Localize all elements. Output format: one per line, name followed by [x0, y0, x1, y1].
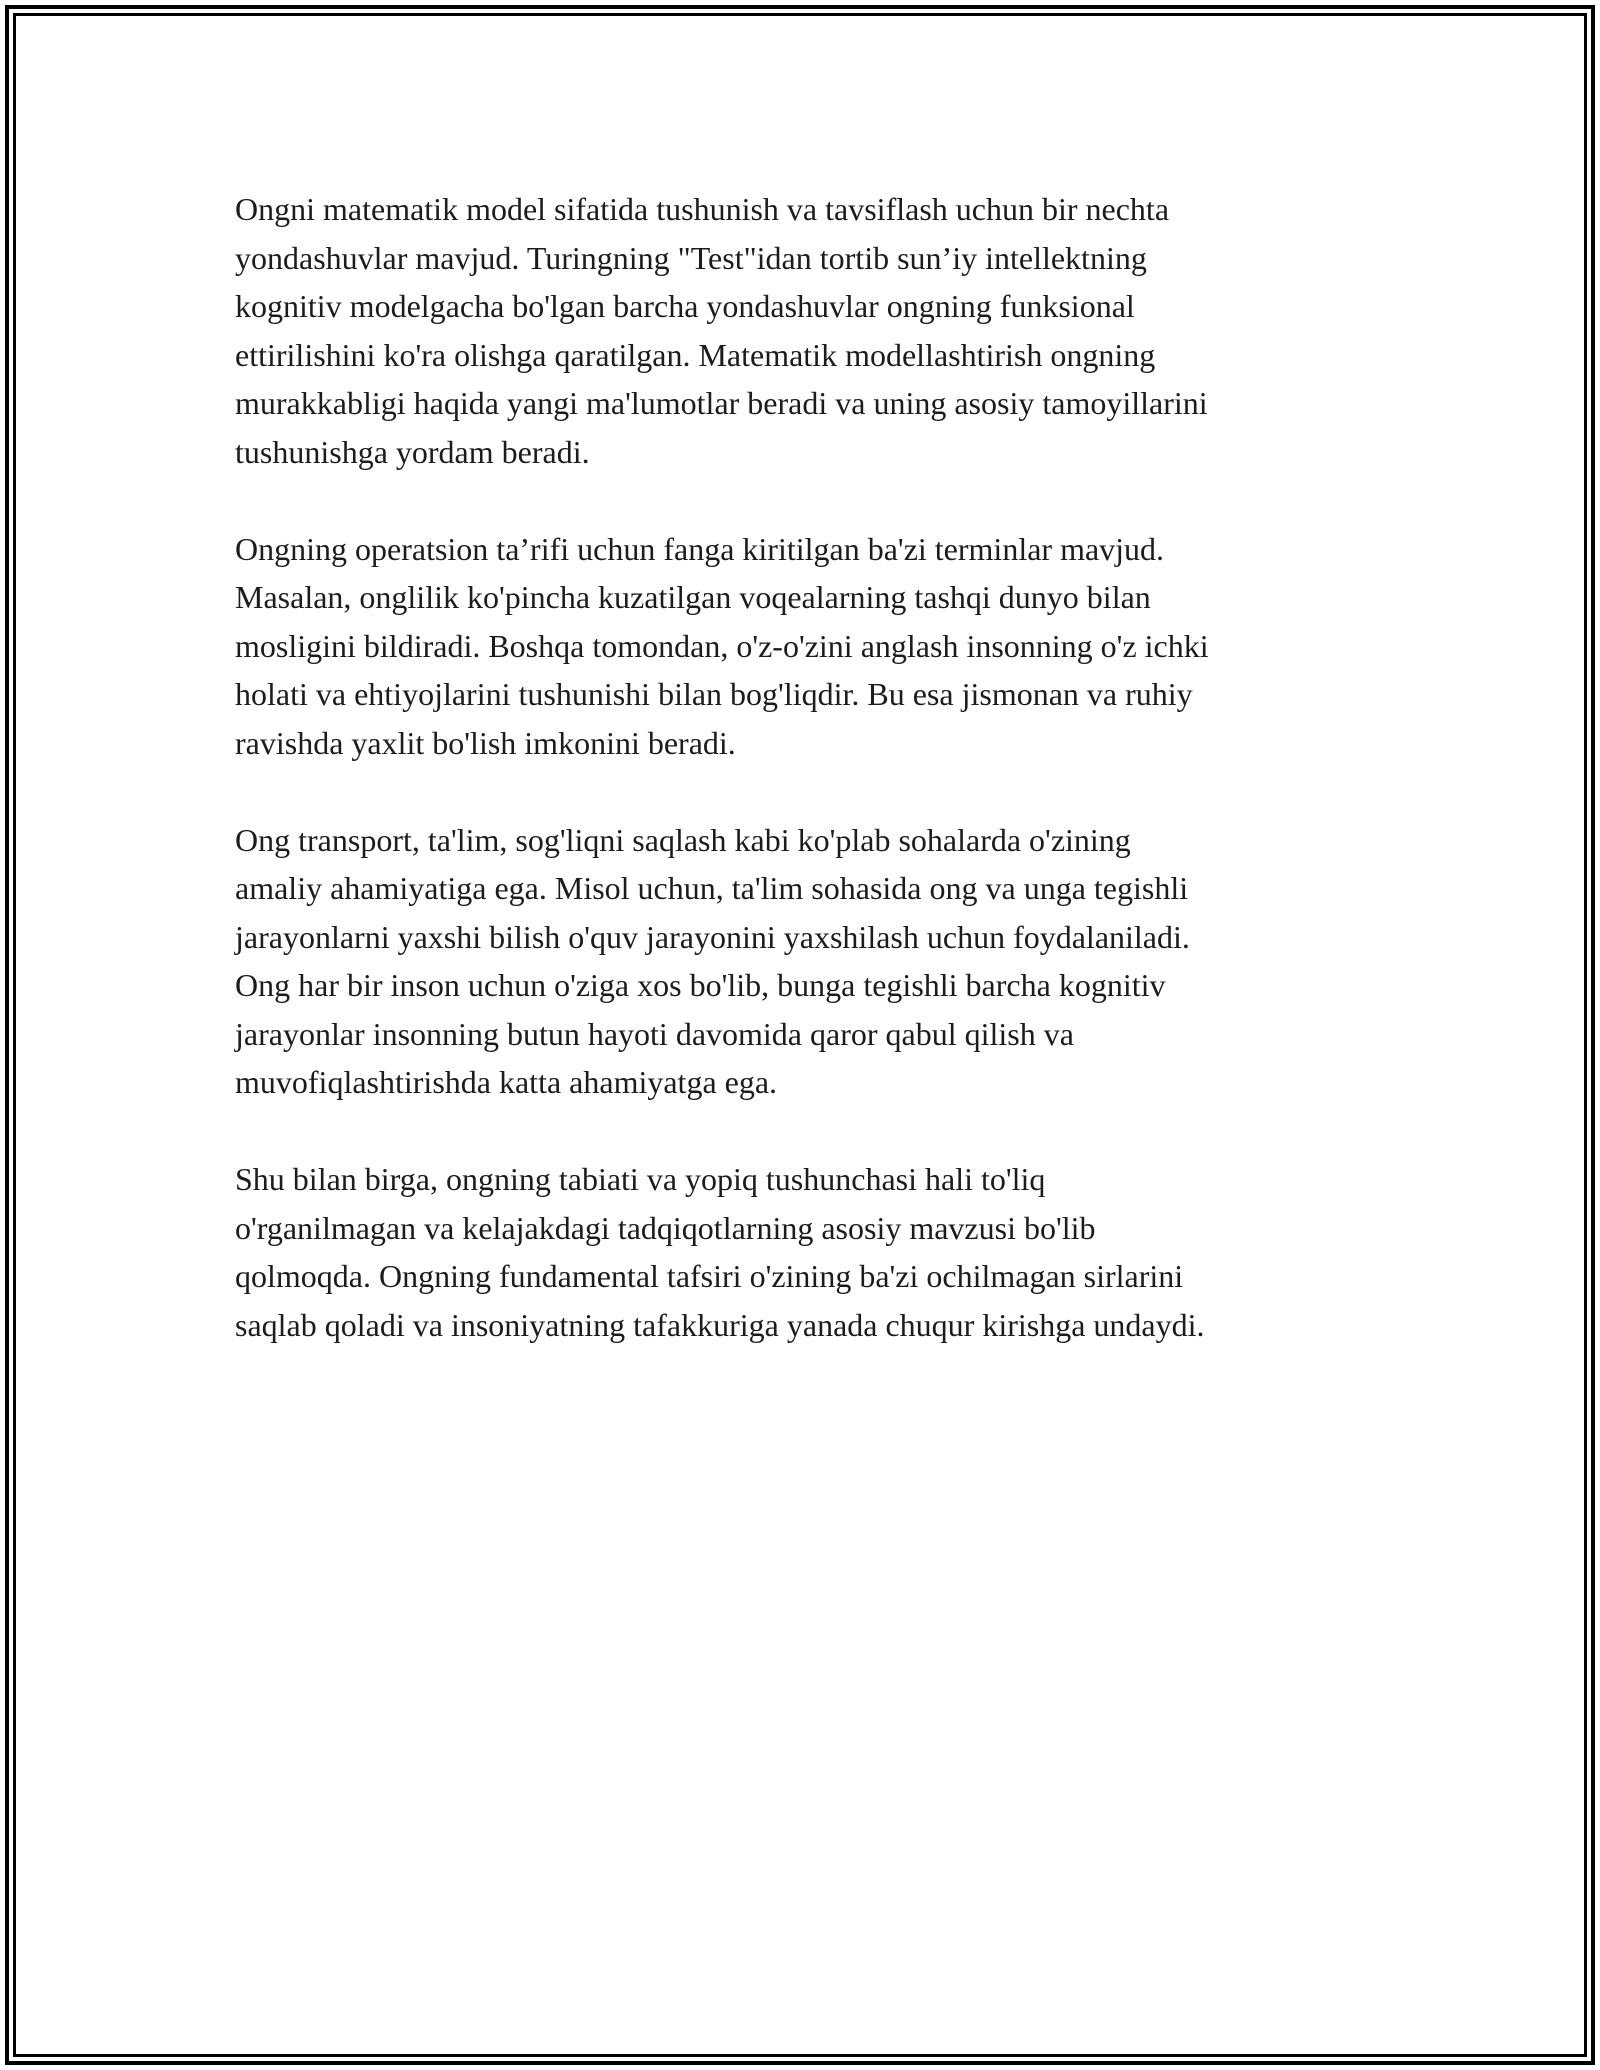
text-line: tushunishga yordam beradi. — [235, 433, 590, 470]
text-line: mosligini bildiradi. Boshqa tomondan, o'z-o'zini anglash insonning o'z ichki — [235, 627, 1209, 664]
text-line: kognitiv modelgacha bo'lgan barcha yondashuvlar ongning funksional — [235, 288, 1135, 324]
text-line: o'rganilmagan va kelajakdagi tadqiqotlarning asosiy mavzusi bo'lib — [235, 1209, 1096, 1246]
text-line: Masalan, onglilik ko'pincha kuzatilgan voqealarning tashqi dunyo bilan — [235, 579, 1151, 615]
text-line: saqlab qoladi va insoniyatning tafakkuriga yanada chuqur kirishga undaydi. — [235, 1306, 1205, 1343]
text-line: muvofiqlashtirishda katta ahamiyatga ega. — [235, 1064, 778, 1100]
text-line: Shu bilan birga, ongning tabiati va yopiq tushunchasi hali to'liq — [235, 1161, 1046, 1197]
text-line: qolmoqda. Ongning fundamental tafsiri o'zining ba'zi ochilmagan sirlarini — [235, 1258, 1184, 1294]
paragraph-2 — [235, 525, 1395, 768]
document-body — [235, 185, 1395, 1398]
paragraph-4 — [235, 1155, 1395, 1349]
text-line: ravishda yaxlit bo'lish imkonini beradi. — [235, 724, 736, 761]
paragraph-1 — [235, 185, 1395, 476]
text-line: Ong har bir inson uchun o'ziga xos bo'lib, bunga tegishli barcha kognitiv — [235, 967, 1166, 1003]
text-line: Ongni matematik model sifatida tushunish va tavsiflash uchun bir nechta — [235, 191, 1170, 227]
text-line: yondashuvlar mavjud. Turingning "Test"idan tortib sun’iy intellektning — [235, 239, 1147, 276]
text-line: holati va ehtiyojlarini tushunishi bilan bog'liqdir. Bu esa jismonan va ruhiy — [235, 676, 1193, 712]
text-line: ettirilishini ko'ra olishga qaratilgan. Matematik modellashtirish ongning — [235, 336, 1156, 373]
text-line: amaliy ahamiyatiga ega. Misol uchun, ta'lim sohasida ong va unga tegishli — [235, 870, 1189, 906]
paragraph-3 — [235, 816, 1395, 1107]
text-line: Ong transport, ta'lim, sog'liqni saqlash kabi ko'plab sohalarda o'zining — [235, 821, 1131, 858]
text-line: jarayonlar insonning butun hayoti davomida qaror qabul qilish va — [235, 1015, 1074, 1052]
text-line: murakkabligi haqida yangi ma'lumotlar beradi va uning asosiy tamoyillarini — [235, 385, 1208, 421]
text-line: jarayonlarni yaxshi bilish o'quv jarayonini yaxshilash uchun foydalaniladi. — [235, 918, 1190, 955]
text-line: Ongning operatsion ta’rifi uchun fanga kiritilgan ba'zi terminlar mavjud. — [235, 530, 1165, 567]
